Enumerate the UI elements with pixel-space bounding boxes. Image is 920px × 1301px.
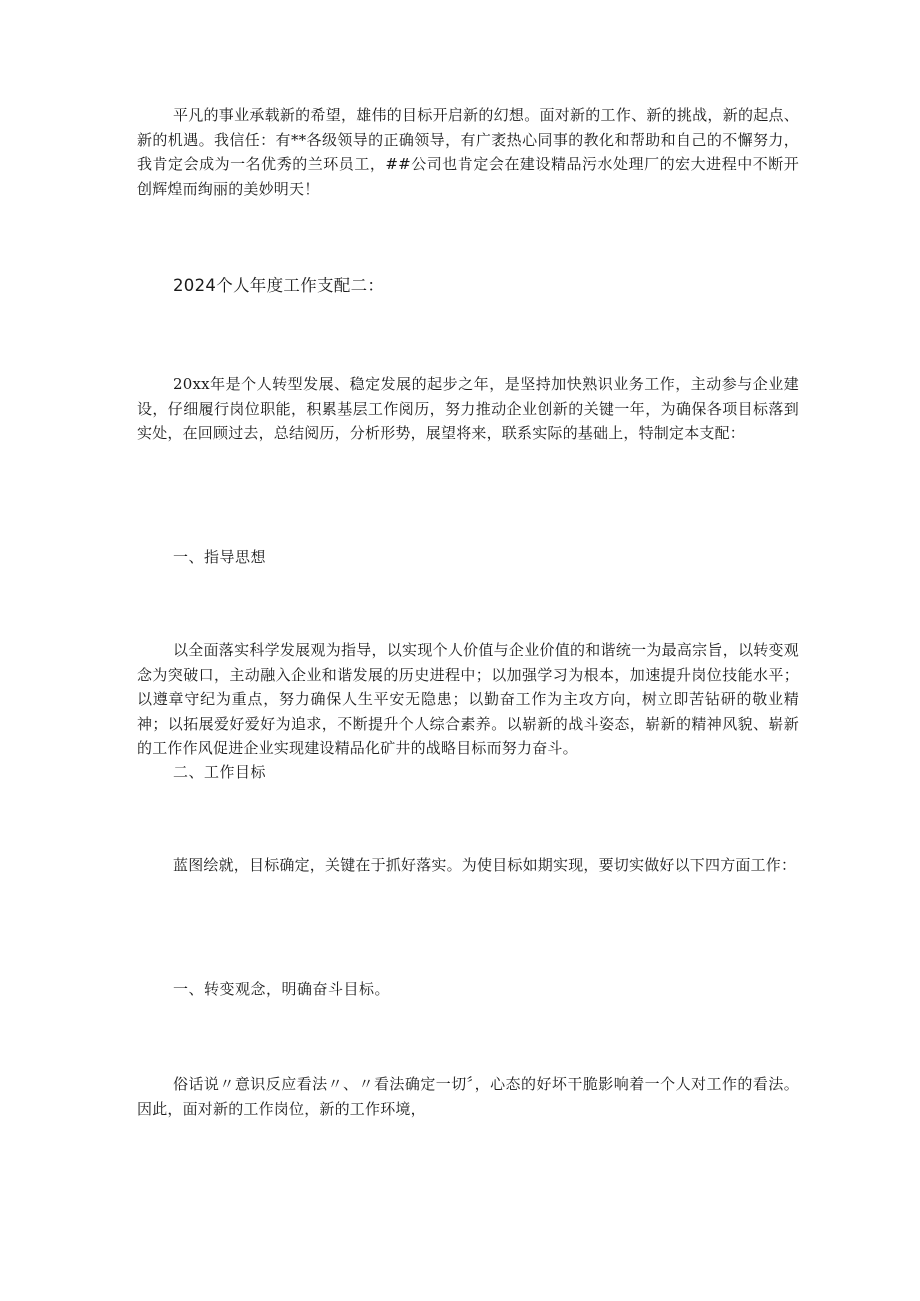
- paragraph-guiding-ideology: 以全面落实科学发展观为指导，以实现个人价值与企业价值的和谐统一为最高宗旨，以转变观念为突破口，主动融入企业和谐发展的历史进程中；以加强学习为根本，加速提升岗位技能水平；以遵章守纪为重点，努力确保人生平安无隐患；以勤奋工作为主攻方向，树立即苦钻研的敬业精神；以拓展爱好爱好为追求，不断提升个人综合素养。以崭新的战斗姿态，崭新的精神风貌、崭新的工作作风促进企业实现建设精品化矿井的战略目标而努力奋斗。: [137, 641, 799, 757]
- section-title: 2024个人年度工作支配二：: [173, 276, 385, 295]
- paragraph-change-mindset: 俗话说〃意识反应看法〃、〃看法确定一切〞，心态的好坏干脆影响着一个人对工作的看法。因此，面对新的工作岗位，新的工作环境，: [137, 1075, 799, 1118]
- paragraph-intro: 20xx年是个人转型发展、稳定发展的起步之年，是坚持加快熟识业务工作，主动参与企业建设，仔细履行岗位职能，积累基层工作阅历，努力推动企业创新的关键一年，为确保各项目标落到实处，在回顾过去，总结阅历，分析形势，展望将来，联系实际的基础上，特制定本支配：: [137, 375, 799, 442]
- paragraph-closing: 平凡的事业承载新的希望，雄伟的目标开启新的幻想。面对新的工作、新的挑战，新的起点、新的机遇。我信任：有**各级领导的正确领导，有广袤热心同事的教化和帮助和自己的不懈努力，我肯定会成为一名优秀的兰环员工，##公司也肯定会在建设精品污水处理厂的宏大进程中不断开创辉煌而绚丽的美妙明天！: [137, 106, 799, 198]
- heading-guiding-ideology: 一、指导思想: [173, 548, 267, 566]
- heading-change-mindset: 一、转变观念，明确奋斗目标。: [173, 980, 391, 998]
- paragraph-work-goals: 蓝图绘就，目标确定，关键在于抓好落实。为使目标如期实现，要切实做好以下四方面工作：: [173, 856, 797, 874]
- heading-work-goals: 二、工作目标: [173, 763, 267, 781]
